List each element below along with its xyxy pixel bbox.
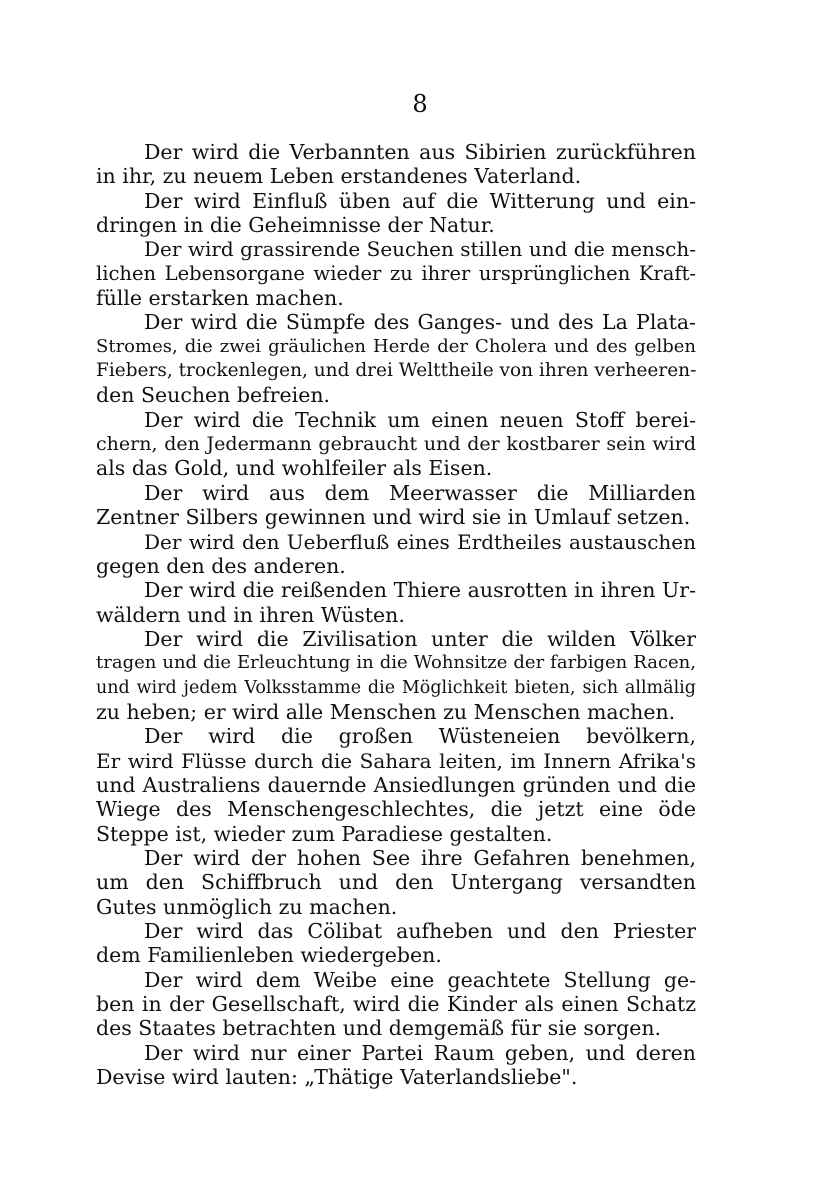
text-line: Der wird grassirende Seuchen stillen und die mensch-	[144, 237, 696, 262]
text-line: um den Schiffbruch und den Untergang versandten	[96, 870, 696, 895]
page-number: 8	[412, 90, 428, 118]
text-line: Steppe ist, wieder zum Paradiese gestalten.	[96, 821, 553, 846]
text-line: zu heben; er wird alle Menschen zu Menschen machen.	[96, 699, 676, 724]
text-line: Der wird den Ueberfluß eines Erdtheiles austauschen	[144, 529, 696, 554]
text-line: Der wird dem Weibe eine geachtete Stellung ge-	[144, 967, 696, 992]
text-line: Stromes, die zwei gräulichen Herde der Cholera und des gelben	[96, 335, 696, 357]
text-line: Der wird die Sümpfe des Ganges- und des La Plata-	[144, 310, 696, 335]
text-line: als das Gold, und wohlfeiler als Eisen.	[96, 456, 493, 481]
text-line: Zentner Silbers gewinnen und wird sie in Umlauf setzen.	[96, 505, 691, 530]
text-line: Devise wird lauten: „Thätige Vaterlandsliebe".	[96, 1065, 578, 1090]
text-line: Der wird der hohen See ihre Gefahren benehmen,	[144, 845, 696, 870]
text-line: Der wird Einfluß üben auf die Witterung und ein-	[144, 188, 696, 213]
text-line: des Staates betrachten und demgemäß für sie sorgen.	[96, 1016, 662, 1041]
text-line: Der wird die reißenden Thiere ausrotten in ihren Ur-	[144, 578, 696, 603]
text-line: Gutes unmöglich zu machen.	[96, 894, 398, 919]
text-line: Der wird die Verbannten aus Sibirien zurückführen	[144, 140, 696, 164]
text-line: Der wird die großen Wüsteneien bevölkern,	[144, 724, 696, 749]
text-line: Wiege des Menschengeschlechtes, die jetzt eine öde	[96, 797, 696, 822]
text-line: in ihr, zu neuem Leben erstandenes Vaterland.	[96, 164, 582, 189]
text-line: Der wird aus dem Meerwasser die Milliarden	[144, 480, 696, 505]
text-line: und wird jedem Volksstamme die Möglichkeit bieten, sich allmälig	[96, 677, 696, 698]
text-line: lichen Lebensorgane wieder zu ihrer ursprünglichen Kraft-	[96, 261, 696, 285]
text-line: tragen und die Erleuchtung in die Wohnsitze der farbigen Racen,	[96, 652, 696, 674]
text-line: Der wird nur einer Partei Raum geben, und deren	[144, 1040, 696, 1065]
text-line: Er wird Flüsse durch die Sahara leiten, im Innern Afrika's	[96, 748, 696, 773]
text-line: gegen den des anderen.	[96, 553, 346, 578]
text-line: chern, den Jedermann gebraucht und der kostbarer sein wird	[96, 433, 696, 456]
text-line: Der wird die Technik um einen neuen Stoff berei-	[144, 407, 696, 432]
text-line: Fiebers, trockenlegen, und drei Welttheile von ihren verheeren-	[96, 360, 696, 382]
text-line: wäldern und in ihren Wüsten.	[96, 602, 405, 627]
text-line: fülle erstarken machen.	[96, 286, 344, 311]
text-line: den Seuchen befreien.	[96, 383, 331, 408]
text-line: dringen in die Geheimnisse der Natur.	[96, 213, 495, 238]
text-line: Der wird das Cölibat aufheben und den Priester	[144, 919, 696, 943]
text-line: ben in der Gesellschaft, wird die Kinder als einen Schatz	[96, 992, 696, 1017]
text-line: Der wird die Zivilisation unter die wilden Völker	[144, 626, 696, 651]
text-line: und Australiens dauernde Ansiedlungen gründen und die	[96, 772, 696, 797]
text-line: dem Familienleben wiedergeben.	[96, 943, 442, 968]
body-text	[96, 140, 696, 1089]
